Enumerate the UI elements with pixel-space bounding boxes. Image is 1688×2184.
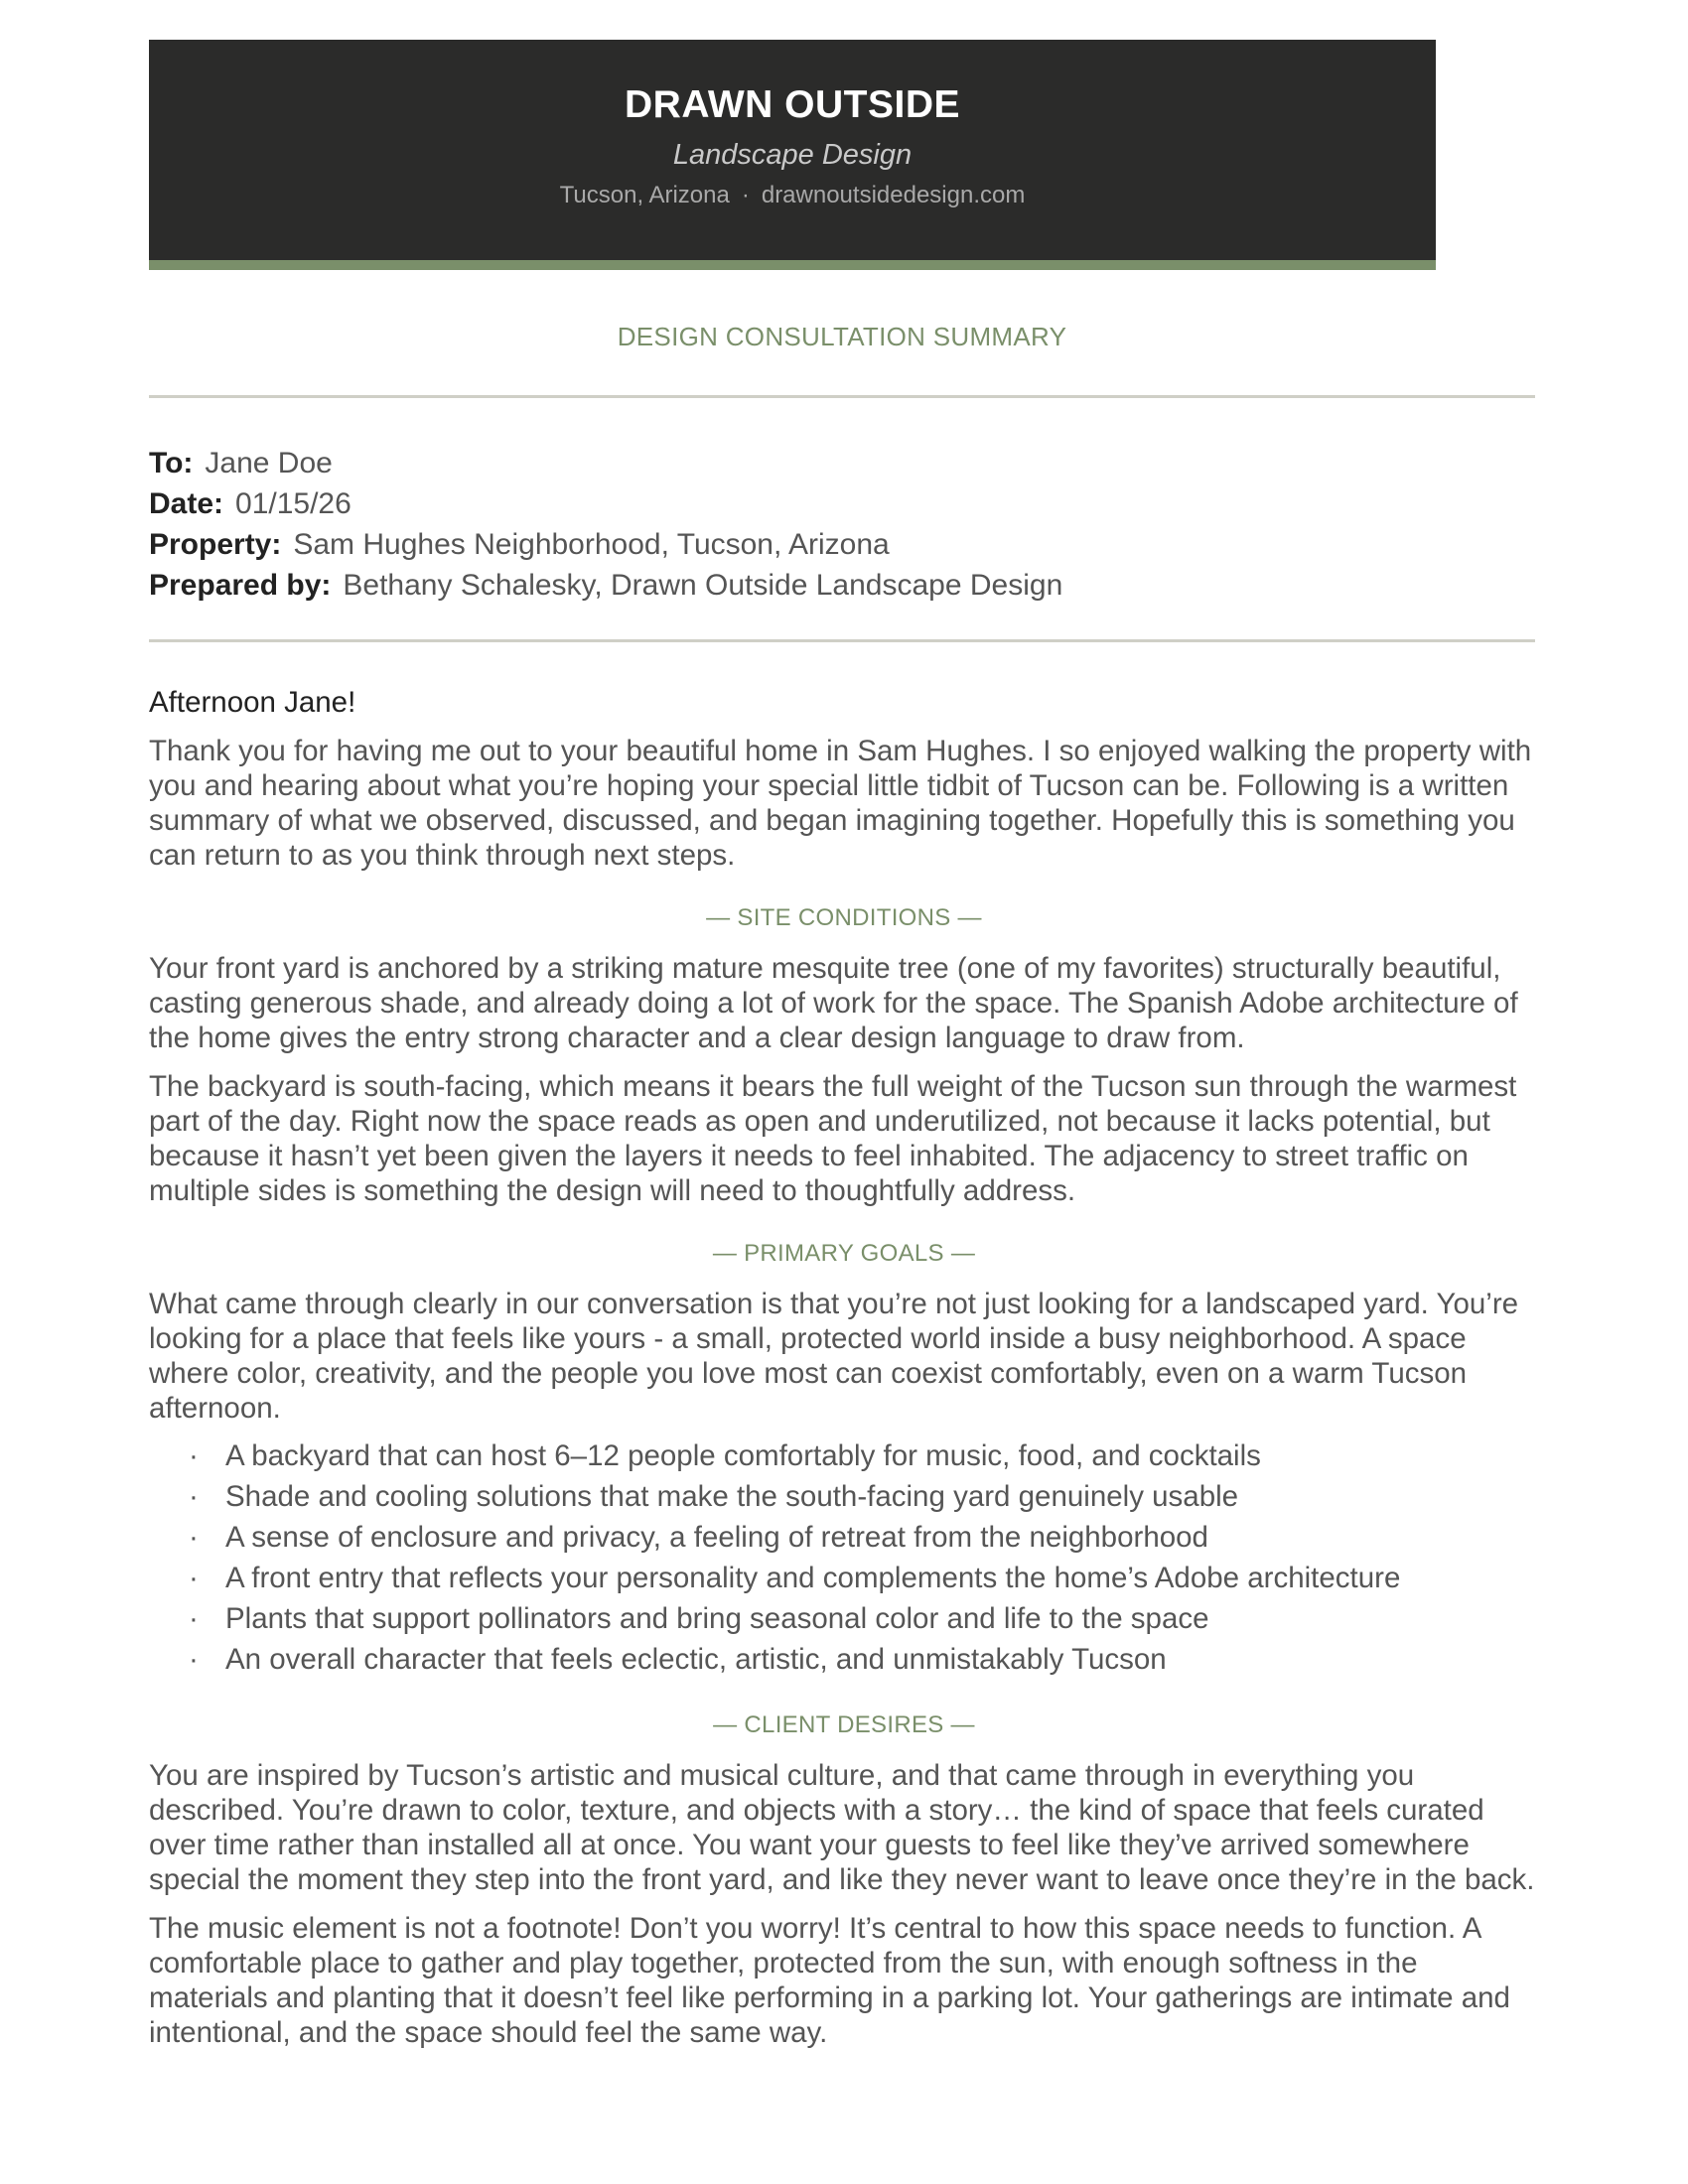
meta-property-label: Property: — [149, 528, 282, 561]
list-item — [149, 1639, 1539, 1680]
contact-separator: · — [741, 182, 750, 208]
bullet-dot: · — [189, 1643, 199, 1676]
meta-property — [149, 524, 1062, 565]
list-item-text: An overall character that feels eclectic, artistic, and unmistakably Tucson — [225, 1643, 1167, 1676]
list-item — [149, 1517, 1539, 1558]
list-item-text: A sense of enclosure and privacy, a feeling of retreat from the neighborhood — [225, 1521, 1208, 1554]
meta-prepared-label: Prepared by: — [149, 569, 332, 602]
divider-bottom — [149, 639, 1535, 642]
greeting: Afternoon Jane! — [149, 686, 356, 719]
brand-tagline: Landscape Design — [672, 139, 913, 171]
list-item — [149, 1435, 1539, 1476]
list-item-text: Shade and cooling solutions that make the south-facing yard genuinely usable — [225, 1480, 1239, 1513]
intro-paragraph: Thank you for having me out to your beautiful home in Sam Hughes. I so enjoyed walking the property with you and hearing about what you’re hoping your special little tidbit of Tucson can be. Following is a written summary of what we observed, discussed, and began imagining together. Hopefully this is something you can return to as you think through next steps. — [149, 735, 1532, 872]
bullet-dot: · — [189, 1562, 199, 1594]
website-text: drawnoutsidedesign.com — [761, 182, 1026, 208]
section-heading-primary-goals: — PRIMARY GOALS — — [712, 1240, 976, 1267]
meta-date-label: Date: — [149, 487, 224, 520]
meta-prepared-by — [149, 565, 1062, 606]
meta-to — [149, 443, 1062, 483]
list-item-text: A backyard that can host 6–12 people comfortably for music, food, and cocktails — [225, 1439, 1261, 1472]
goals-list — [149, 1435, 1539, 1680]
location-text: Tucson, Arizona — [559, 182, 730, 208]
meta-date — [149, 483, 1062, 524]
bullet-dot: · — [189, 1439, 199, 1472]
section-heading-site-conditions: — SITE CONDITIONS — — [706, 904, 982, 931]
list-item-text: Plants that support pollinators and bring seasonal color and life to the space — [225, 1602, 1209, 1635]
contact-line — [149, 182, 1436, 209]
section-heading-client-desires: — CLIENT DESIRES — — [713, 1711, 975, 1738]
desires-paragraph-2: The music element is not a footnote! Don’t you worry! It’s central to how this space needs to function. A comfortable place to gather and play together, protected from the sun, with enough softness in the materials and planting that it doesn’t feel like performing in a parking lot. Your gatherings are intimate and intentional, and the space should feel the same way. — [149, 1912, 1510, 2049]
brand-name: DRAWN OUTSIDE — [625, 83, 960, 126]
meta-property-value: Sam Hughes Neighborhood, Tucson, Arizona — [293, 528, 890, 561]
divider-top — [149, 395, 1535, 398]
list-item — [149, 1476, 1539, 1517]
goals-paragraph: What came through clearly in our conversation is that you’re not just looking for a landscaped yard. You’re looking for a place that feels like yours - a small, protected world inside a busy neighborhood. A space where color, creativity, and the people you love most can coexist comfortably, even on a warm Tucson afternoon. — [149, 1288, 1519, 1425]
list-item — [149, 1598, 1539, 1639]
meta-to-label: To: — [149, 447, 194, 479]
bullet-dot: · — [189, 1521, 199, 1554]
list-item-text: A front entry that reflects your personality and complements the home’s Adobe architecture — [225, 1562, 1401, 1594]
bullet-dot: · — [189, 1480, 199, 1513]
meta-to-value: Jane Doe — [205, 447, 333, 479]
letterhead-banner — [149, 40, 1436, 270]
bullet-dot: · — [189, 1602, 199, 1635]
list-item — [149, 1558, 1539, 1598]
document-title: DESIGN CONSULTATION SUMMARY — [617, 322, 1067, 351]
site-paragraph-2: The backyard is south-facing, which means it bears the full weight of the Tucson sun through the warmest part of the day. Right now the space reads as open and underutilized, not because it lacks potential, but because it hasn’t yet been given the layers it needs to feel inhabited. The adjacency to street traffic on multiple sides is something the design will need to thoughtfully address. — [149, 1070, 1517, 1207]
site-paragraph-1: Your front yard is anchored by a striking mature mesquite tree (one of my favorites) structurally beautiful, casting generous shade, and already doing a lot of work for the space. The Spanish Adobe architecture of the home gives the entry strong character and a clear design language to draw from. — [149, 952, 1518, 1054]
desires-paragraph-1: You are inspired by Tucson’s artistic and musical culture, and that came through in everything you described. You’re drawn to color, texture, and objects with a story… the kind of space that feels curated over time rather than installed all at once. You want your guests to feel like they’ve arrived somewhere special the moment they step into the front yard, and like they never want to leave once they’re in the back. — [149, 1759, 1535, 1896]
letter-body — [149, 685, 1539, 2064]
meta-date-value: 01/15/26 — [235, 487, 352, 520]
meta-prepared-value: Bethany Schalesky, Drawn Outside Landscape Design — [343, 569, 1063, 602]
meta-block — [149, 443, 1062, 606]
